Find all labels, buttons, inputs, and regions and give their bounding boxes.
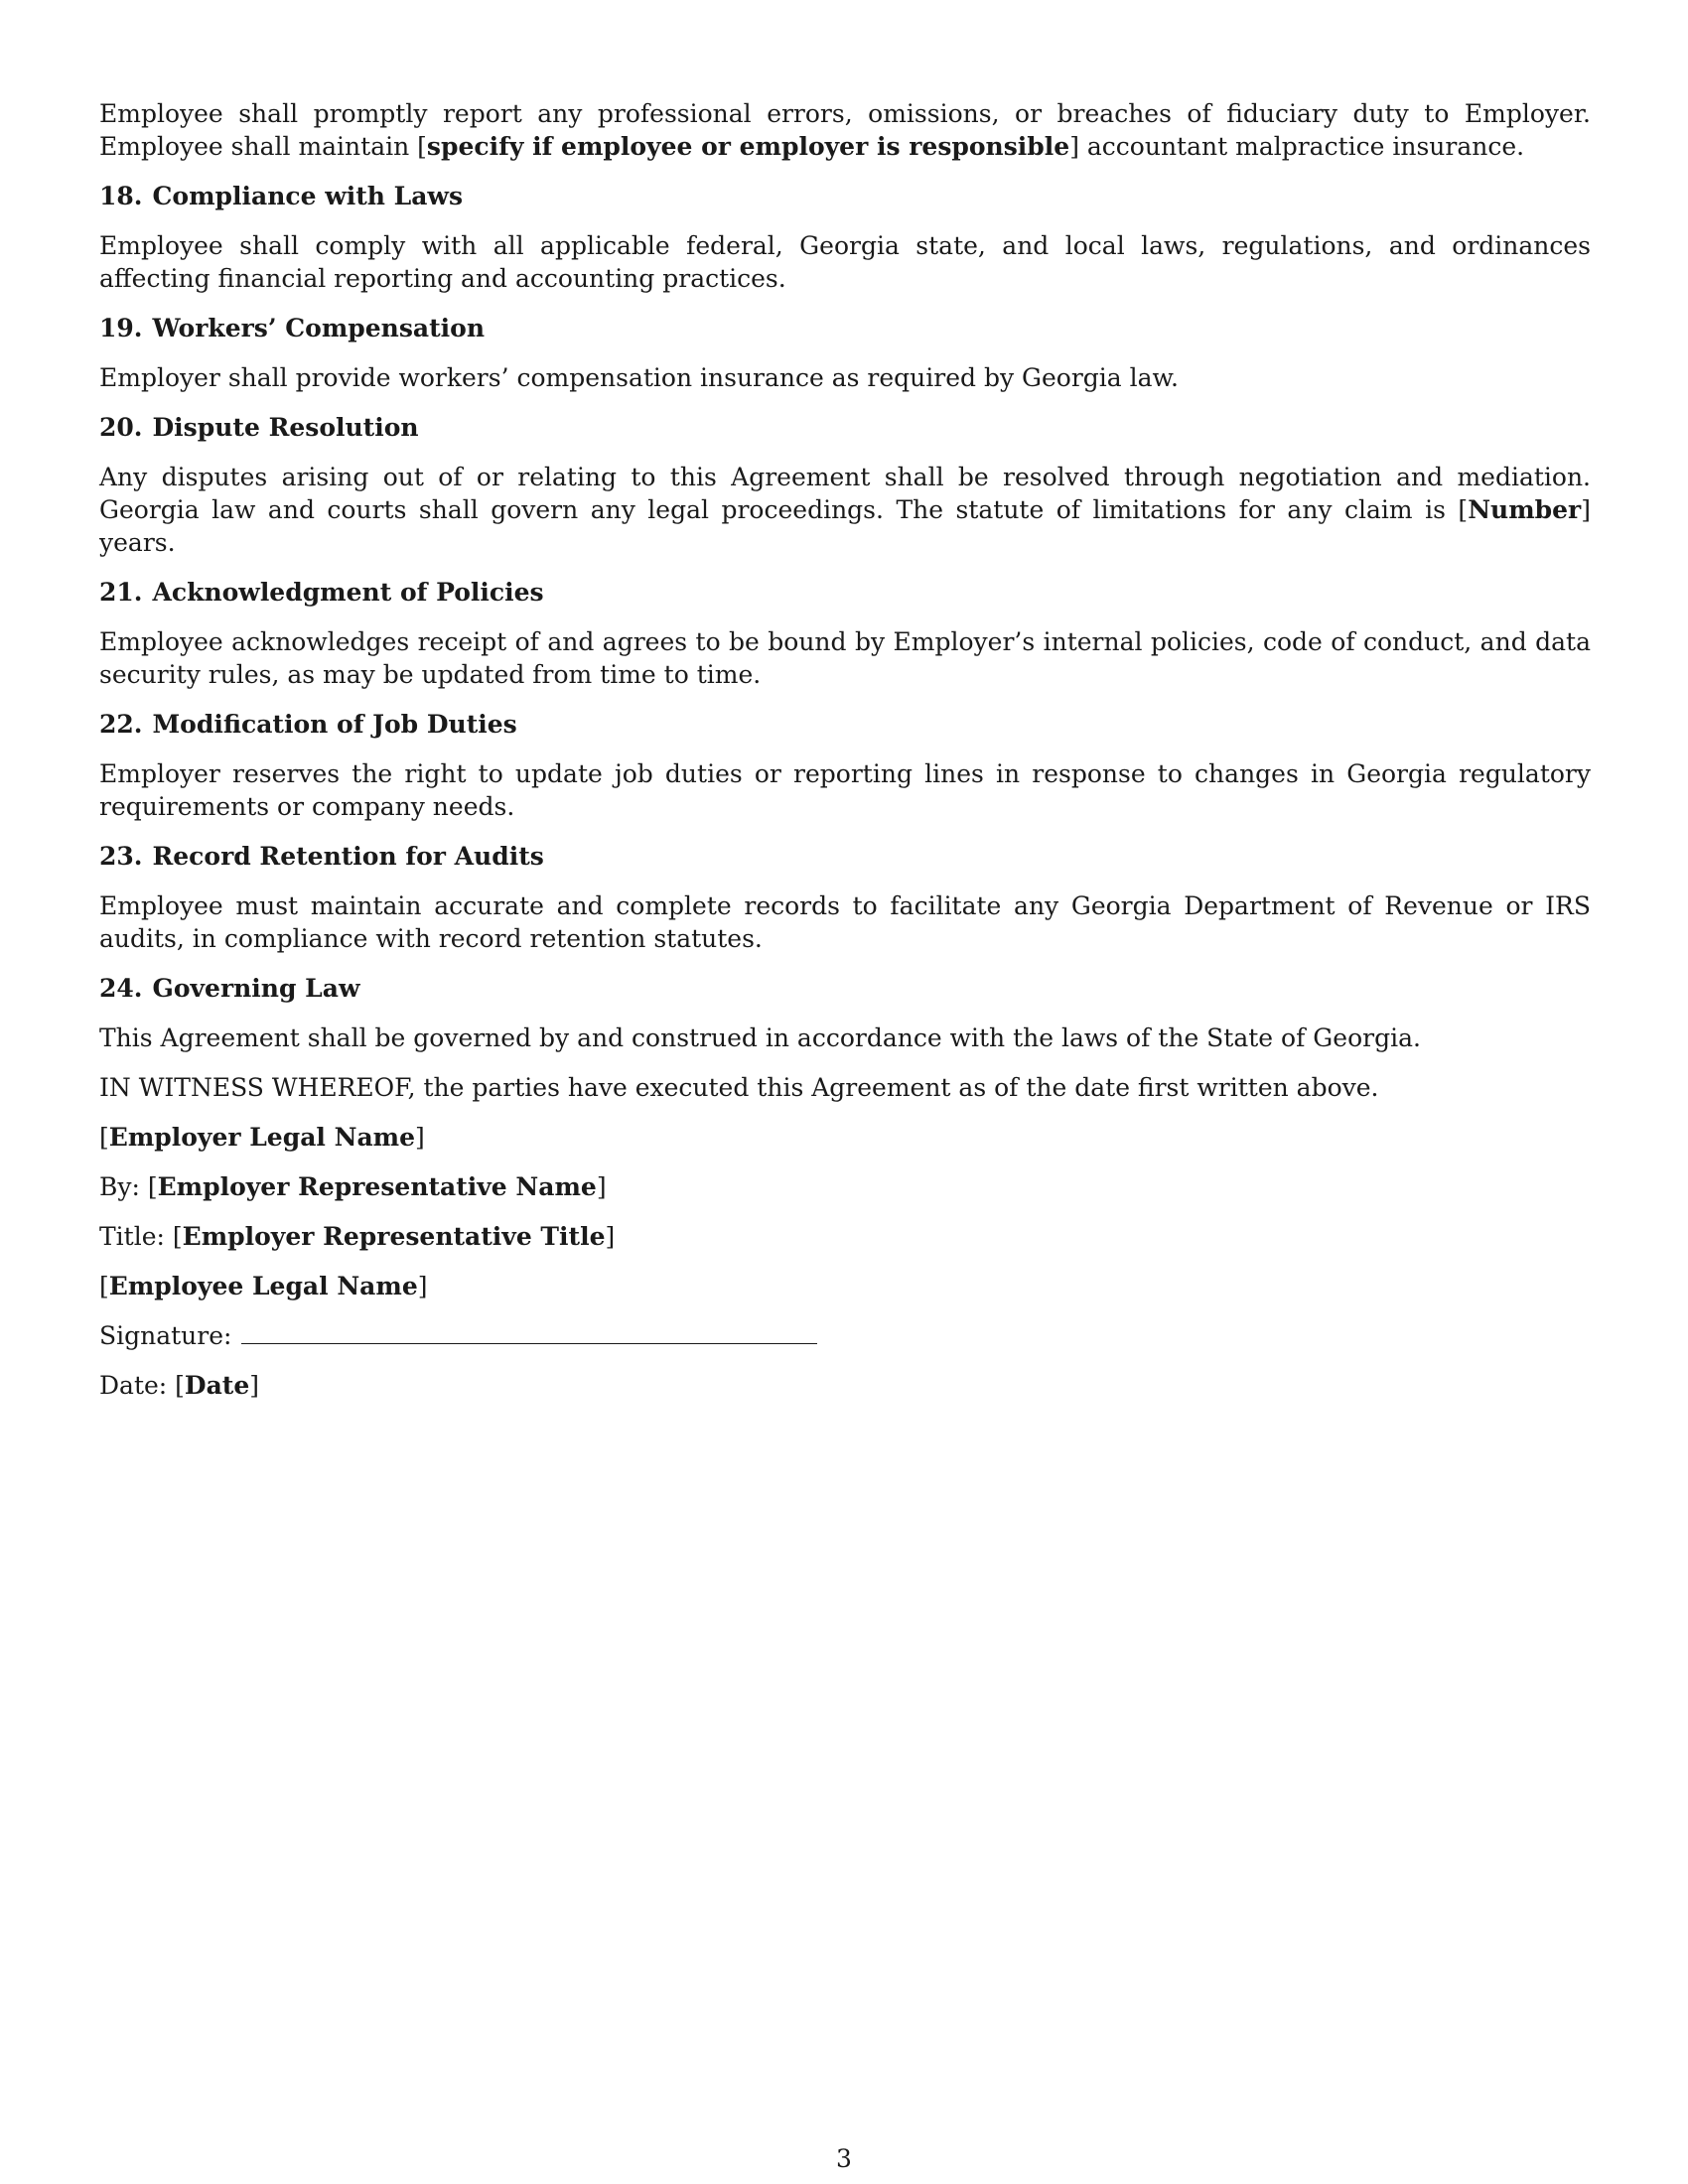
intro-paragraph: Employee shall promptly report any professional errors, omissions, or breaches of fiduciary duty to Employer. Employee shall maintain [specify if employee or employer is responsible] accountant malpractice insurance. [99,99,1591,161]
employer-name-line: [Employer Legal Name] [99,1123,425,1152]
employee-name-line: [Employee Legal Name] [99,1272,428,1300]
employer-title-line: Title: [Employer Representative Title] [99,1222,616,1251]
section-23-heading: 23. Record Retention for Audits [99,842,544,871]
signature-line: Signature: [99,1319,1591,1352]
section-22-body: Employer reserves the right to update job duties or reporting lines in response to changes in Georgia regulatory requirements or company needs. [99,759,1591,821]
employer-rep-line: By: [Employer Representative Name] [99,1172,607,1201]
section-19-heading: 19. Workers’ Compensation [99,314,486,342]
section-21-body: Employee acknowledges receipt of and agrees to be bound by Employer’s internal policies, code of conduct, and data security rules, as may be updated from time to time. [99,627,1591,689]
section-23-body: Employee must maintain accurate and complete records to facilitate any Georgia Department of Revenue or IRS audits, in compliance with record retention statutes. [99,891,1591,953]
witness-clause: IN WITNESS WHEREOF, the parties have executed this Agreement as of the date first written above. [99,1073,1379,1102]
section-22-heading: 22. Modification of Job Duties [99,710,517,739]
limitations-years-placeholder: Number [1468,495,1582,524]
page-number: 3 [836,2144,852,2173]
date-line: Date: [Date] [99,1371,260,1400]
section-18-heading: 18. Compliance with Laws [99,182,464,210]
section-21-heading: 21. Acknowledgment of Policies [99,578,544,607]
document-page [99,97,1591,1419]
insurance-responsibility-placeholder: specify if employee or employer is responsible [426,132,1070,161]
section-20-body: Any disputes arising out of or relating to this Agreement shall be resolved through negotiation and mediation. Georgia law and courts shall govern any legal proceedings. The statute of limitations for any claim is [Number] years. [99,463,1591,557]
section-19-body: Employer shall provide workers’ compensation insurance as required by Georgia law. [99,363,1179,392]
signature-blank[interactable] [241,1319,817,1344]
section-24-body: This Agreement shall be governed by and construed in accordance with the laws of the State of Georgia. [99,1024,1421,1052]
section-20-heading: 20. Dispute Resolution [99,413,419,442]
section-18-body: Employee shall comply with all applicable federal, Georgia state, and local laws, regulations, and ordinances affecting financial reporting and accounting practices. [99,231,1591,293]
section-24-heading: 24. Governing Law [99,974,360,1003]
